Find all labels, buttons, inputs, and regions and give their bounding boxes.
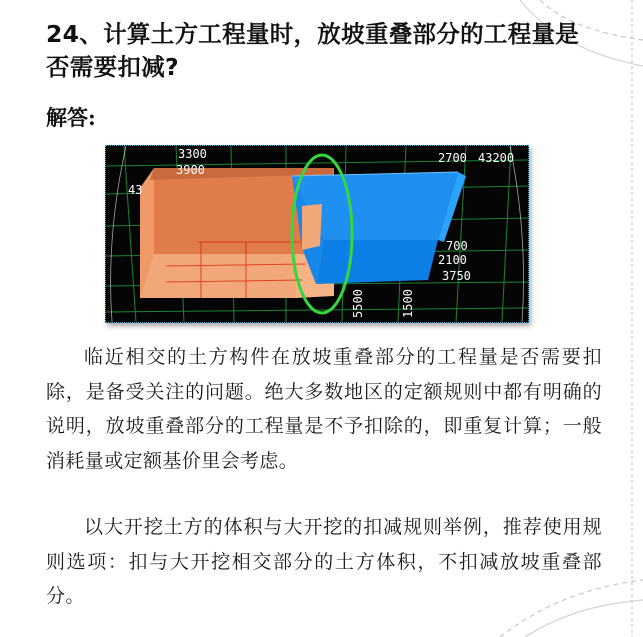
- label-right-a: 700: [446, 239, 468, 253]
- label-bottom-a: 5500: [351, 289, 365, 318]
- earthwork-3d-figure: [105, 145, 529, 323]
- label-top-left-b: 3900: [176, 163, 205, 177]
- label-top-right-a: 2700: [438, 151, 467, 165]
- label-bottom-b: 1500: [401, 289, 415, 318]
- label-right-c: 3750: [442, 269, 471, 283]
- label-top-left-a: 3300: [178, 147, 207, 161]
- answer-label: 解答:: [46, 105, 96, 130]
- paragraph-2: 以大开挖土方的体积与大开挖的扣减规则举例，推荐使用规则选项：扣与大开挖相交部分的土方体积，不扣减放坡重叠部分。: [46, 516, 602, 607]
- label-right-b: 2100: [438, 253, 467, 267]
- label-top-right-b: 43200: [478, 151, 515, 165]
- earthwork-render: [106, 146, 528, 322]
- paragraph-1: 临近相交的土方构件在放坡重叠部分的工程量是否需要扣除，是备受关注的问题。绝大多数地区的定额规则中都有明确的说明，放坡重叠部分的工程量是不予扣除的，即重复计算；一般消耗量或定额基价里会考虑。: [46, 346, 602, 472]
- question-title: 24、计算土方工程量时，放坡重叠部分的工程量是否需要扣减?: [46, 20, 580, 81]
- label-left-num: 43: [128, 183, 143, 197]
